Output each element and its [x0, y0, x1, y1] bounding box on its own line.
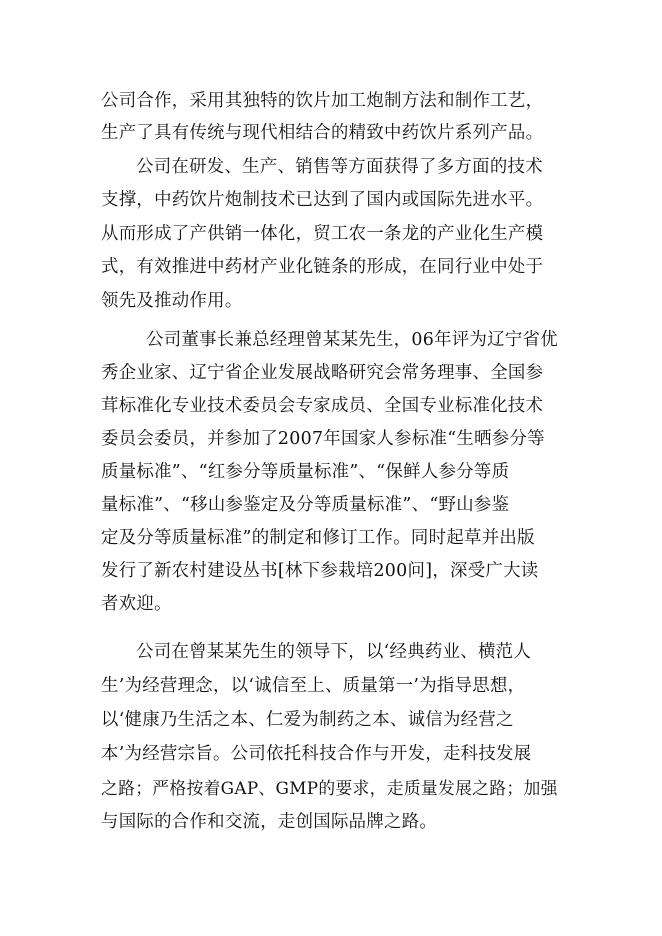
text-line: 量标准”、“移山参鉴定及分等质量标准”、“野山参鉴: [101, 495, 510, 515]
text-line: 之路；严格按着GAP、GMP的要求，走质量发展之路；加强: [101, 778, 558, 798]
text-line: 公司在曾某某先生的领导下，以‘经典药业、横范人: [136, 642, 532, 662]
text-line: 本’为经营宗旨。公司依托科技合作与开发，走科技发展: [101, 744, 532, 764]
text-line: 式，有效推进中药材产业化链条的形成，在同行业中处于: [101, 257, 544, 277]
text-line: 质量标准”、“红参分等质量标准”、“保鲜人参分等质: [101, 462, 510, 482]
text-line: 与国际的合作和交流，走创国际品牌之路。: [101, 812, 438, 832]
text-line: 公司董事长兼总经理曾某某先生，06年评为辽宁省优: [146, 330, 558, 350]
text-line: 公司合作，采用其独特的饮片加工炮制方法和制作工艺，: [101, 91, 544, 111]
text-line: 秀企业家、辽宁省企业发展战略研究会常务理事、全国参: [101, 363, 544, 383]
text-line: 生’为经营理念，以‘诚信至上、质量第一’为指导思想，: [101, 676, 526, 696]
text-line: 从而形成了产供销一体化，贸工农一条龙的产业化生产模: [101, 224, 544, 244]
text-line: 生产了具有传统与现代相结合的精致中药饮片系列产品。: [101, 123, 544, 143]
text-line: 领先及推动作用。: [101, 291, 243, 311]
text-line: 者欢迎。: [101, 594, 172, 614]
text-line: 茸标准化专业技术委员会专家成员、全国专业标准化技术: [101, 396, 544, 416]
text-line: 委员会委员，并参加了2007年国家人参标准“生晒参分等: [101, 429, 545, 449]
text-line: 支撑，中药饮片炮制技术已达到了国内或国际先进水平。: [101, 190, 544, 210]
text-line: 发行了新农村建设丛书[林下参栽培200问]，深受广大读: [101, 561, 539, 581]
text-line: 公司在研发、生产、销售等方面获得了多方面的技术: [136, 157, 543, 177]
text-line: 以‘健康乃生活之本、仁爱为制药之本、诚信为经营之: [101, 710, 514, 730]
text-line: 定及分等质量标准”的制定和修订工作。同时起草并出版: [101, 528, 535, 548]
